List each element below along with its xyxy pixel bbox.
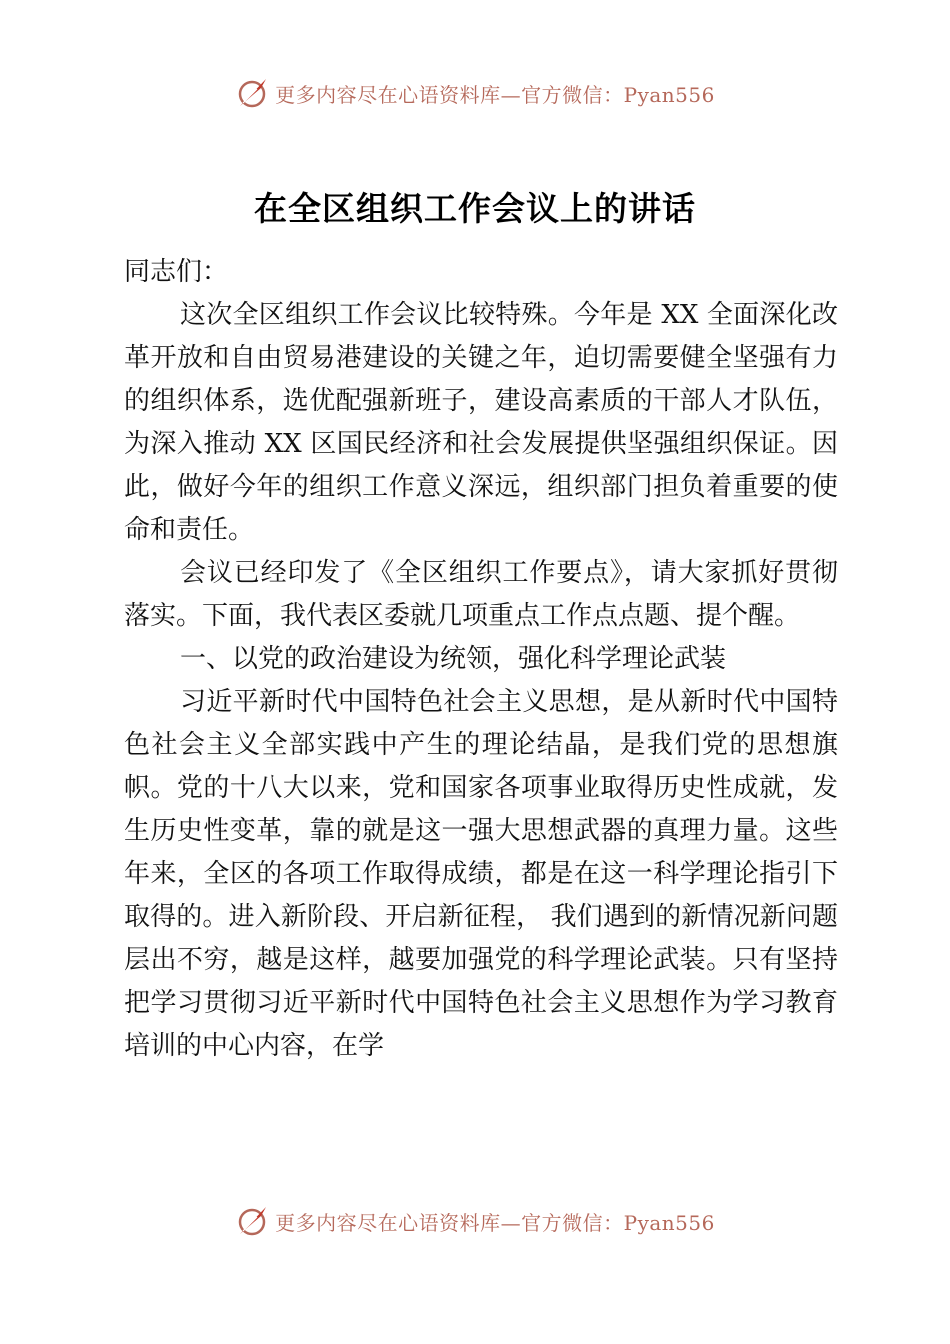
paragraph-3: 习近平新时代中国特色社会主义思想，是从新时代中国特色社会主义全部实践中产生的理论结晶，是我们党的思想旗帜。党的十八大以来，党和国家各项事业取得历史性成就，发生历史性变革，靠的就是这一强大思想武器的真理力量。这些年来，全区的各项工作取得成绩，都是在这一科学理论指引下取得的。进入新阶段、开启新征程， 我们遇到的新情况新问题层出不穷，越是这样，越要加强党的科学理论武装。只有坚持把学习贯彻习近平新时代中国特色社会主义思想作为学习教育培训的中心内容，在学 <box>124 687 838 1061</box>
section-heading-1: 一、以党的政治建设为统领，强化科学理论武装 <box>180 644 727 674</box>
footer-banner-text: 更多内容尽在心语资料库—官方微信：Pyan556 <box>275 1210 715 1235</box>
paragraph-2: 会议已经印发了《全区组织工作要点》，请大家抓好贯彻落实。下面，我代表区委就几项重点工作点点题、提个醒。 <box>124 558 838 631</box>
footer-banner <box>0 1201 950 1241</box>
document-body <box>124 251 838 1068</box>
page-title: 在全区组织工作会议上的讲话 <box>254 189 696 228</box>
quill-pen-logo-icon <box>235 75 271 111</box>
salutation: 同志们： <box>124 257 229 287</box>
paragraph-1: 这次全区组织工作会议比较特殊。今年是 XX 全面深化改革开放和自由贸易港建设的关键之年，迫切需要健全坚强有力的组织体系，选优配强新班子，建设高素质的干部人才队伍，为深入推动 XX 区国民经济和社会发展提供坚强组织保证。因此，做好今年的组织工作意义深远，组织部门担负着重要的使命和责任。 <box>124 300 838 545</box>
header-banner <box>0 73 950 113</box>
quill-pen-logo-icon <box>235 1203 271 1239</box>
header-banner-text: 更多内容尽在心语资料库—官方微信：Pyan556 <box>275 82 715 107</box>
